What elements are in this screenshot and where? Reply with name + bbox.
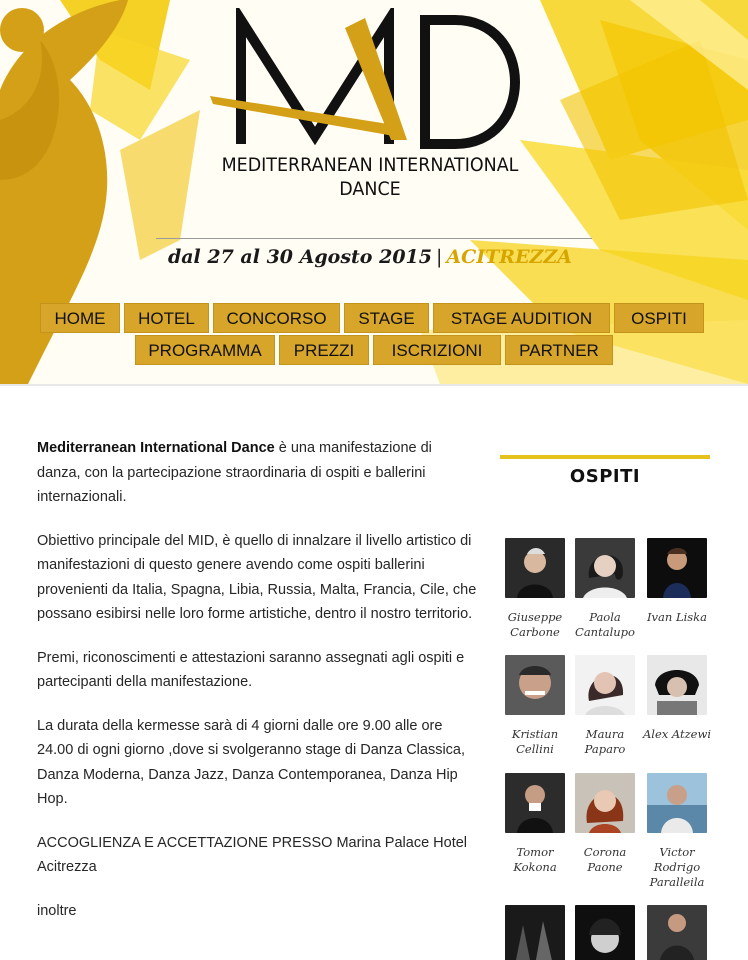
guest-photo xyxy=(647,538,707,598)
guest-name: Victor Rodrigo Paralleila xyxy=(649,845,705,889)
guest-card[interactable] xyxy=(568,538,642,640)
nav-ospiti[interactable]: OSPITI xyxy=(614,303,704,333)
tagline-line1: MEDITERRANEAN INTERNATIONAL xyxy=(221,154,519,176)
intro-text: è una manifestazione di danza, con la partecipazione straordinaria di ospiti e ballerini internazionali. xyxy=(37,440,432,505)
nav-programma[interactable]: PROGRAMMA xyxy=(135,335,275,365)
guest-card[interactable] xyxy=(498,655,572,757)
nav-iscrizioni[interactable]: ISCRIZIONI xyxy=(373,335,501,365)
event-date-range: dal 27 al 30 Agosto 2015 xyxy=(167,246,432,268)
nav-stage[interactable]: STAGE xyxy=(344,303,429,333)
guest-card[interactable] xyxy=(640,538,714,625)
reception-paragraph: ACCOGLIENZA E ACCETTAZIONE PRESSO Marina Palace Hotel Acitrezza xyxy=(37,834,468,875)
guest-photo xyxy=(505,773,565,833)
objective-paragraph: Obiettivo principale del MID, è quello di innalzare il livello artistico di manifestazioni di questo genere avendo come ospiti ballerini provenienti da Italia, Spagna, Libia, Russia, Malta, Francia, Cile, che possano esibirsi nelle loro forme artistiche, dentro il nostro territorio. xyxy=(37,532,477,622)
guest-card[interactable] xyxy=(568,773,642,875)
guest-card[interactable] xyxy=(640,655,714,742)
guest-name: Paola Cantalupo xyxy=(575,610,635,639)
guest-name: Tomor Kokona xyxy=(513,845,557,874)
duration-paragraph: La durata della kermesse sarà di 4 giorni dalle ore 9.00 alle ore 24.00 di ogni giorno ,dove si svolgeranno stage di Danza Classica, Danza Moderna, Danza Jazz, Danza Contemporanea, Danza Hip Hop. xyxy=(37,717,466,807)
guest-name: Alex Atzewi xyxy=(642,727,712,741)
intro-paragraph xyxy=(37,436,477,510)
awards-paragraph: Premi, riconoscimenti e attestazioni saranno assegnati agli ospiti e partecipanti della manifestazione. xyxy=(37,649,465,690)
guest-card[interactable] xyxy=(640,773,714,890)
guest-photo xyxy=(647,773,707,833)
tagline-line2: DANCE xyxy=(339,178,401,200)
guest-photo xyxy=(505,655,565,715)
guest-card[interactable] xyxy=(568,905,642,960)
guest-card[interactable] xyxy=(498,538,572,640)
guest-card[interactable] xyxy=(640,905,714,960)
nav-stage-audition[interactable]: STAGE AUDITION xyxy=(433,303,610,333)
guest-photo xyxy=(575,773,635,833)
event-location: ACITREZZA xyxy=(446,246,573,268)
guest-photo xyxy=(505,905,565,960)
guest-name: Ivan Liska xyxy=(647,610,707,624)
header-divider xyxy=(0,384,748,386)
guest-photo xyxy=(575,538,635,598)
guest-photo xyxy=(505,538,565,598)
sidebar-rule xyxy=(500,455,710,459)
date-separator: | xyxy=(435,246,443,268)
nav-concorso[interactable]: CONCORSO xyxy=(213,303,340,333)
guest-photo xyxy=(575,905,635,960)
intro-bold: Mediterranean International Dance xyxy=(37,440,275,456)
guest-card[interactable] xyxy=(568,655,642,757)
event-dates xyxy=(150,246,590,268)
inoltre-paragraph: inoltre xyxy=(37,902,77,919)
guest-name: Giuseppe Carbone xyxy=(507,610,563,639)
guest-photo xyxy=(647,905,707,960)
date-divider xyxy=(156,238,592,239)
sidebar-title: OSPITI xyxy=(569,466,641,487)
site-header xyxy=(0,0,748,384)
guest-photo xyxy=(647,655,707,715)
main-content xyxy=(37,436,477,942)
nav-partner[interactable]: PARTNER xyxy=(505,335,613,365)
nav-prezzi[interactable]: PREZZI xyxy=(279,335,369,365)
nav-home[interactable]: HOME xyxy=(40,303,120,333)
guest-card[interactable] xyxy=(498,773,572,875)
guest-name: Kristian Cellini xyxy=(511,727,559,756)
guest-name: Corona Paone xyxy=(583,845,627,874)
mid-logo xyxy=(205,8,535,158)
guest-card[interactable] xyxy=(498,905,572,960)
guest-photo xyxy=(575,655,635,715)
nav-hotel[interactable]: HOTEL xyxy=(124,303,209,333)
guest-name: Maura Paparo xyxy=(584,727,626,756)
